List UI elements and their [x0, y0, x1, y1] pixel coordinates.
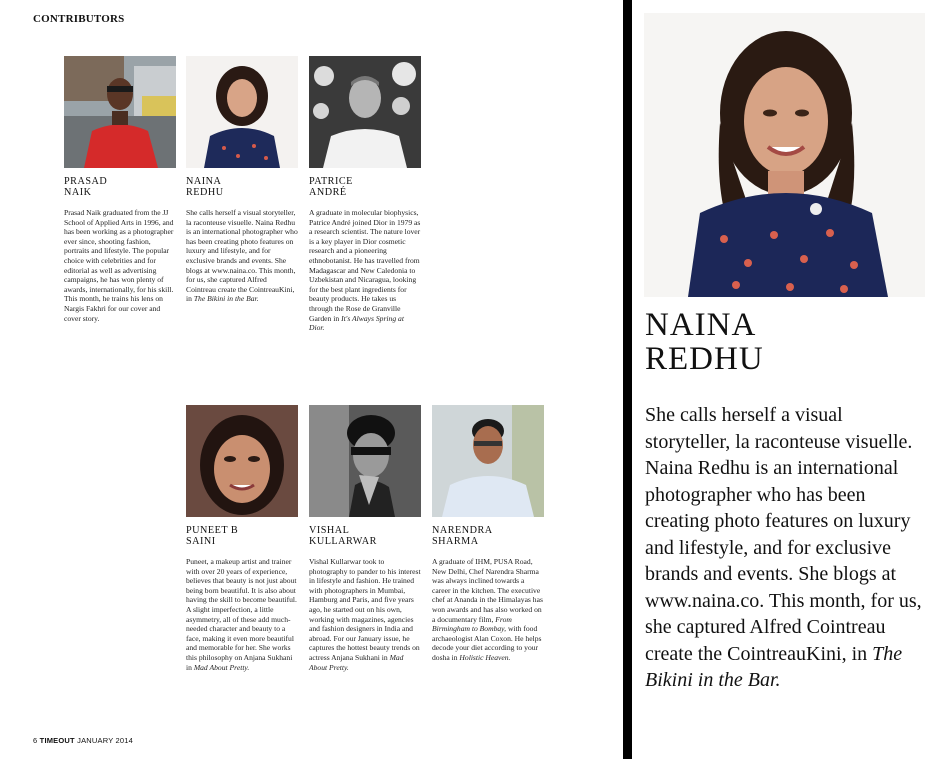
contributor-photo [309, 56, 421, 168]
contributor-photo [186, 56, 298, 168]
contributor-card-narendra-sharma [432, 405, 544, 663]
contributor-bio: Puneet, a makeup artist and trainer with over 20 years of experience, believes that beauty is not just about being born beautiful. It is also about having the skill to become beautiful. A slight imperfection, a little asymmetry, all of these add much-needed character and beauty to a face, making it even more beautiful and memorable for her. She works this philosophy on Anjana Sukhani in Mad About Pretty. [186, 557, 297, 672]
section-heading: CONTRIBUTORS [33, 13, 125, 25]
column-divider [623, 0, 632, 759]
contributor-photo [64, 56, 176, 168]
contributor-card-naina-redhu [186, 56, 298, 304]
portrait-photo-icon [309, 56, 421, 168]
portrait-photo-icon [64, 56, 176, 168]
contributor-bio: A graduate in molecular biophysics, Patrice André joined Dior in 1979 as a research scientist. The nature lover is a key player in Dior cosmetic research and a pioneering ethnobotanist. He has travelled from Madagascar and New Caledonia to Uzbekistan and Nicaragua, looking for the best plant ingredients for beauty products. He takes us through the Rose de Granville Garden in It's Always Spring at Dior. [309, 208, 421, 333]
contributor-name: VISHAL KULLARWAR [309, 525, 377, 547]
contributor-name: PATRICE ANDRÉ [309, 176, 353, 198]
page-folio: 6 TIMEOUT JANUARY 2014 [33, 736, 134, 745]
portrait-photo-icon [644, 13, 925, 297]
contributor-card-puneet-saini [186, 405, 298, 672]
portrait-photo-icon [186, 56, 298, 168]
contributor-bio: Vishal Kullarwar took to photography to pander to his interest in lifestyle and fashion. He trained with photographers in Mumbai, Hamburg and Paris, and five years ago, he started out on his own, working with magazines, agencies and fashion designers in India and abroad. For our January issue, he captures the hottest beauty trends on actress Anjana Sukhani in Mad About Pretty. [309, 557, 421, 672]
contributor-card-patrice-andre [309, 56, 421, 333]
contributor-photo [309, 405, 421, 517]
portrait-photo-icon [432, 405, 544, 517]
portrait-photo-icon [309, 405, 421, 517]
contributor-photo [432, 405, 544, 517]
contributor-name: NARENDRA SHARMA [432, 525, 493, 547]
contributor-bio: Prasad Naik graduated from the JJ School of Applied Arts in 1996, and has been working as a photographer ever since, shooting fashion, portraits and lifestyle. The popular choice with celebrities and for editorial as well as advertising campaigns, he has won plenty of awards, internationally, for his skill. This month, he trains his lens on Nargis Fakhri for our cover and cover story. [64, 208, 174, 323]
portrait-photo-icon [186, 405, 298, 517]
contributor-bio: She calls herself a visual storyteller, la raconteuse visuelle. Naina Redhu is an international photographer who has been creating photo features on luxury and lifestyle, and for exclusive brands and events. She blogs at www.naina.co. This month, for us, she captured Alfred Cointreau create the CointreauKini, in The Bikini in the Bar. [186, 208, 298, 304]
feature-contributor-bio: She calls herself a visual storyteller, la raconteuse visuelle. Naina Redhu is an international photographer who has been creating photo features on luxury and lifestyle, and for exclusive brands and events. She blogs at www.naina.co. This month, for us, she captured Alfred Cointreau create the CointreauKini, in The Bikini in the Bar. [645, 404, 922, 691]
contributor-name: PRASAD NAIK [64, 176, 108, 198]
contributor-card-prasad-naik [64, 56, 176, 323]
contributor-card-vishal-kullarwar [309, 405, 421, 672]
contributor-name: PUNEET B SAINI [186, 525, 239, 547]
feature-contributor-name: NAINA REDHU [645, 307, 764, 377]
contributor-name: NAINA REDHU [186, 176, 224, 198]
contributor-bio: A graduate of IHM, PUSA Road, New Delhi, Chef Narendra Sharma was always inclined towards a career in the kitchen. The executive chef at Ananda in the Himalayas has won awards and has also worked on a documentary film, From Birmingham to Bombay, with food archaeologist Alan Coxon. He helps decode your diet according to your dosha in Holistic Heaven. [432, 557, 543, 662]
feature-photo [644, 13, 925, 297]
contributor-photo [186, 405, 298, 517]
